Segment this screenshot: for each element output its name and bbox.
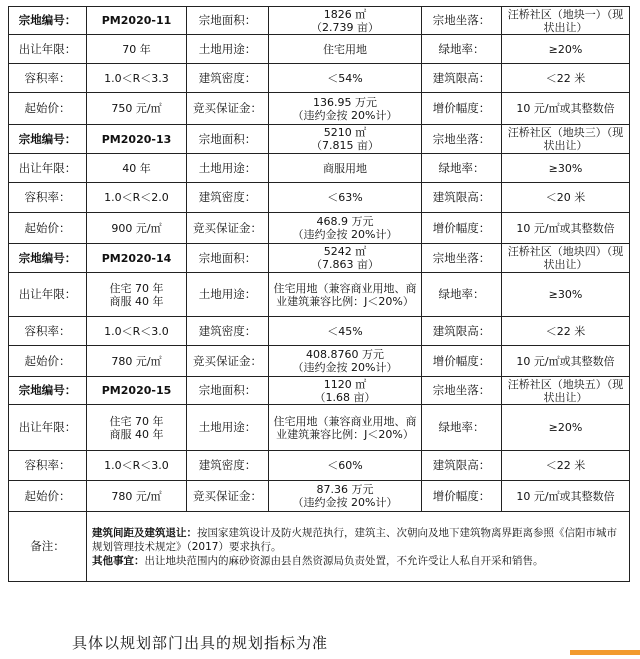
field-value: 商服用地 [269,154,422,183]
table-row [9,317,630,346]
field-label: 竞买保证金： [187,481,269,512]
table-row [9,7,630,35]
field-label: 绿地率： [422,154,502,183]
table-row [9,93,630,125]
field-value: 10 元/㎡或其整数倍 [502,213,630,244]
field-value: 1.0＜R＜3.3 [87,64,187,93]
table-row [9,405,630,451]
field-value: 408.8760 万元 （违约金按 20%计） [269,346,422,377]
field-label: 绿地率： [422,273,502,317]
field-value: 1.0＜R＜2.0 [87,183,187,213]
field-label: 宗地面积： [187,125,269,154]
field-label: 宗地坐落： [422,244,502,273]
field-value: 70 年 [87,35,187,64]
table-row [9,273,630,317]
notes-label: 备注： [9,512,87,582]
field-label: 宗地坐落： [422,125,502,154]
field-label: 建筑限高： [422,451,502,481]
field-value: ＜54% [269,64,422,93]
field-value: 468.9 万元 （违约金按 20%计） [269,213,422,244]
field-label: 建筑限高： [422,64,502,93]
table-row [9,183,630,213]
field-label: 增价幅度： [422,346,502,377]
field-label: 宗地面积： [187,377,269,405]
field-value: 10 元/㎡或其整数倍 [502,93,630,125]
field-label: 土地用途： [187,154,269,183]
field-value: 汪桥社区（地块四）（现状出让） [502,244,630,273]
field-label: 增价幅度： [422,93,502,125]
field-value: 780 元/㎡ [87,346,187,377]
field-label: 宗地面积： [187,7,269,35]
field-label: 容积率： [9,183,87,213]
field-value: 1120 ㎡ （1.68 亩） [269,377,422,405]
field-label: 竞买保证金： [187,213,269,244]
field-label: 建筑密度： [187,451,269,481]
other-text: 出让地块范围内的麻砂资源由县自然资源局负责处置，不允许受让人私自开采和销售。 [144,554,544,567]
field-value: ＜60% [269,451,422,481]
field-value: ＜22 米 [502,317,630,346]
field-value: PM2020-13 [87,125,187,154]
notes-row [9,512,630,582]
field-label: 出让年限： [9,405,87,451]
table-row [9,64,630,93]
field-label: 建筑密度： [187,183,269,213]
field-value: 10 元/㎡或其整数倍 [502,346,630,377]
field-label: 起始价： [9,93,87,125]
field-label: 绿地率： [422,35,502,64]
field-label: 起始价： [9,213,87,244]
table-row [9,154,630,183]
field-label: 宗地编号： [9,377,87,405]
other-title: 其他事宜： [92,554,145,567]
field-value: 汪桥社区（地块五）（现状出让） [502,377,630,405]
field-value: ≥30% [502,273,630,317]
field-value: 5242 ㎡ （7.863 亩） [269,244,422,273]
field-value: PM2020-11 [87,7,187,35]
field-value: 住宅用地（兼容商业用地、商业建筑兼容比例：J＜20%） [269,273,422,317]
field-label: 宗地编号： [9,244,87,273]
field-value: 87.36 万元 （违约金按 20%计） [269,481,422,512]
field-label: 出让年限： [9,154,87,183]
field-label: 土地用途： [187,405,269,451]
field-value: 40 年 [87,154,187,183]
field-value: 1.0＜R＜3.0 [87,317,187,346]
field-value: 750 元/㎡ [87,93,187,125]
table-row [9,244,630,273]
field-value: PM2020-15 [87,377,187,405]
notes-content [87,512,630,582]
field-value: 5210 ㎡ （7.815 亩） [269,125,422,154]
field-label: 绿地率： [422,405,502,451]
accent-strip [570,650,640,655]
field-value: 10 元/㎡或其整数倍 [502,481,630,512]
field-label: 宗地坐落： [422,7,502,35]
table-row [9,377,630,405]
table-row [9,35,630,64]
field-value: 1.0＜R＜3.0 [87,451,187,481]
table-row [9,125,630,154]
field-value: ＜20 米 [502,183,630,213]
field-value: 住宅用地 [269,35,422,64]
field-value: ＜45% [269,317,422,346]
field-label: 建筑密度： [187,317,269,346]
field-label: 建筑限高： [422,317,502,346]
field-value: ＜22 米 [502,451,630,481]
field-label: 土地用途： [187,273,269,317]
field-label: 增价幅度： [422,213,502,244]
field-value: 汪桥社区（地块三）（现状出让） [502,125,630,154]
field-value: ≥20% [502,35,630,64]
table-row [9,451,630,481]
field-value: 汪桥社区（地块一）（现状出让） [502,7,630,35]
field-label: 容积率： [9,317,87,346]
field-value: ＜22 米 [502,64,630,93]
field-label: 建筑限高： [422,183,502,213]
field-label: 宗地面积： [187,244,269,273]
field-value: 780 元/㎡ [87,481,187,512]
field-value: 住宅 70 年 商服 40 年 [87,405,187,451]
field-label: 起始价： [9,481,87,512]
field-value: 900 元/㎡ [87,213,187,244]
field-value: ≥20% [502,405,630,451]
table-body [9,7,630,582]
field-value: PM2020-14 [87,244,187,273]
field-value: 1826 ㎡ （2.739 亩） [269,7,422,35]
field-label: 出让年限： [9,35,87,64]
field-value: ≥30% [502,154,630,183]
footer-note: 具体以规划部门出具的规划指标为准 [72,634,329,652]
field-label: 竞买保证金： [187,346,269,377]
field-label: 宗地编号： [9,125,87,154]
field-label: 宗地编号： [9,7,87,35]
field-value: 住宅 70 年 商服 40 年 [87,273,187,317]
table-row [9,346,630,377]
field-label: 出让年限： [9,273,87,317]
field-label: 土地用途： [187,35,269,64]
spacing-title: 建筑间距及建筑退让： [92,526,197,539]
field-label: 增价幅度： [422,481,502,512]
field-value: 住宅用地（兼容商业用地、商业建筑兼容比例：J＜20%） [269,405,422,451]
field-label: 容积率： [9,64,87,93]
spacing-text: 按国家建筑设计及防火规范执行，建筑主、次朝向及地下建筑物离界距离参照《信阳市城市规划管理技术规定》（2017）要求执行。 [92,526,617,553]
field-value: ＜63% [269,183,422,213]
field-label: 容积率： [9,451,87,481]
field-label: 建筑密度： [187,64,269,93]
table-row [9,481,630,512]
field-label: 起始价： [9,346,87,377]
field-label: 竞买保证金： [187,93,269,125]
land-parcel-table [8,6,630,582]
field-value: 136.95 万元 （违约金按 20%计） [269,93,422,125]
table-row [9,213,630,244]
field-label: 宗地坐落： [422,377,502,405]
